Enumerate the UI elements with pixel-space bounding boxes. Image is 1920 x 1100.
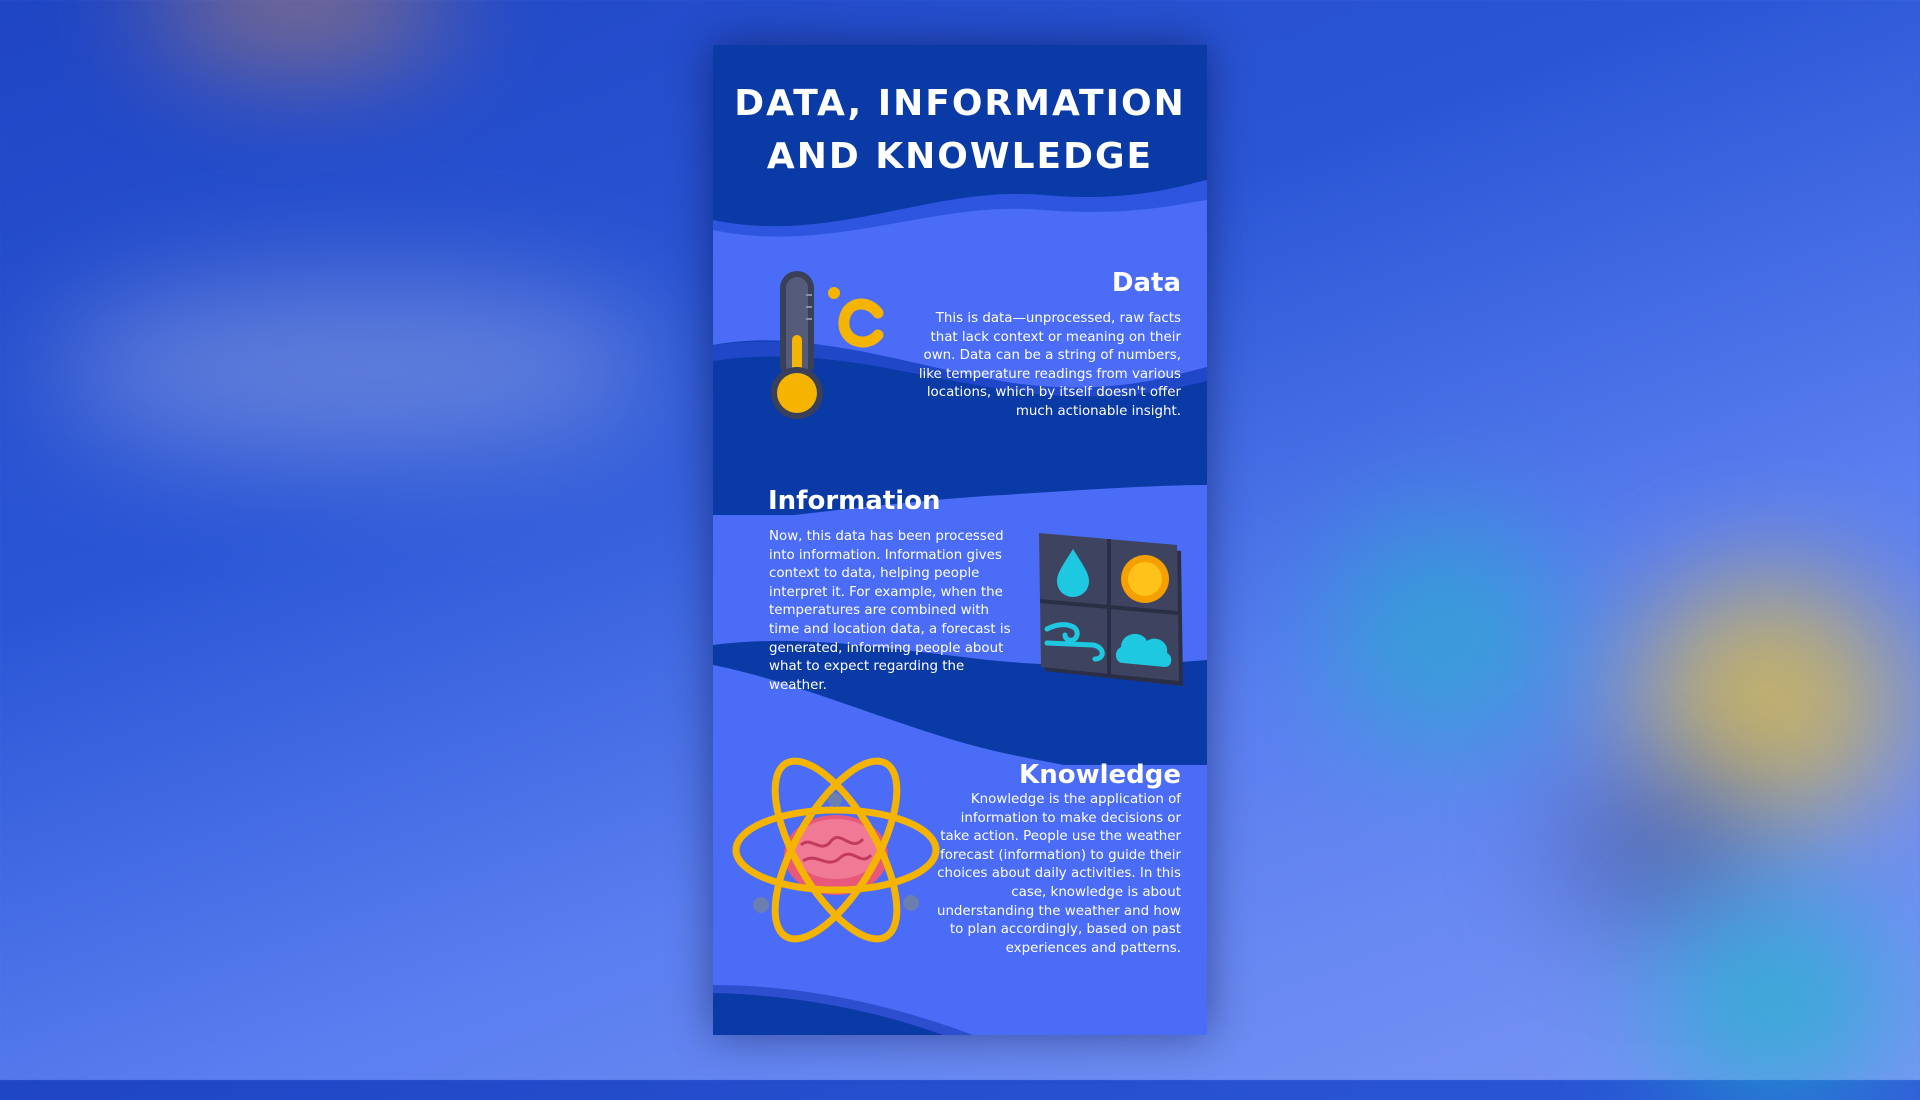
title-line-1: DATA, INFORMATION <box>734 83 1186 124</box>
information-heading: Information <box>768 486 941 516</box>
infographic-title <box>713 77 1207 183</box>
knowledge-heading: Knowledge <box>1019 760 1181 790</box>
title-line-2: AND KNOWLEDGE <box>766 136 1154 177</box>
weather-widget-icon <box>1033 521 1193 701</box>
thermometer-celsius-icon <box>768 265 888 425</box>
knowledge-text: Knowledge is the application of information to make decisions or take action. People use the weather forecast (information) to guide their choices about daily activities. In this case, knowledge is about understanding the weather and how to plan accordingly, based on past experiences and patterns. <box>936 792 1181 956</box>
background-blob <box>1330 520 1560 750</box>
background-blob <box>1560 780 1760 920</box>
background-blob <box>50 280 670 460</box>
information-text: Now, this data has been processed into information. Information gives context to data, helping people interpret it. For example, when the temperatures are combined with time and location data, a forecast is generated, informing people about what to expect regarding the weather. <box>769 529 1011 693</box>
background-blob <box>150 0 450 60</box>
infographic-card <box>713 45 1207 1035</box>
data-heading: Data <box>1111 268 1181 298</box>
background-blob <box>1660 900 1890 1100</box>
brain-atom-icon <box>731 745 941 995</box>
data-text: This is data—unprocessed, raw facts that lack context or meaning on their own. Data can be a string of numbers, like temperature readings from various locations, which by itself doesn't offer much actionable insight. <box>918 311 1181 419</box>
